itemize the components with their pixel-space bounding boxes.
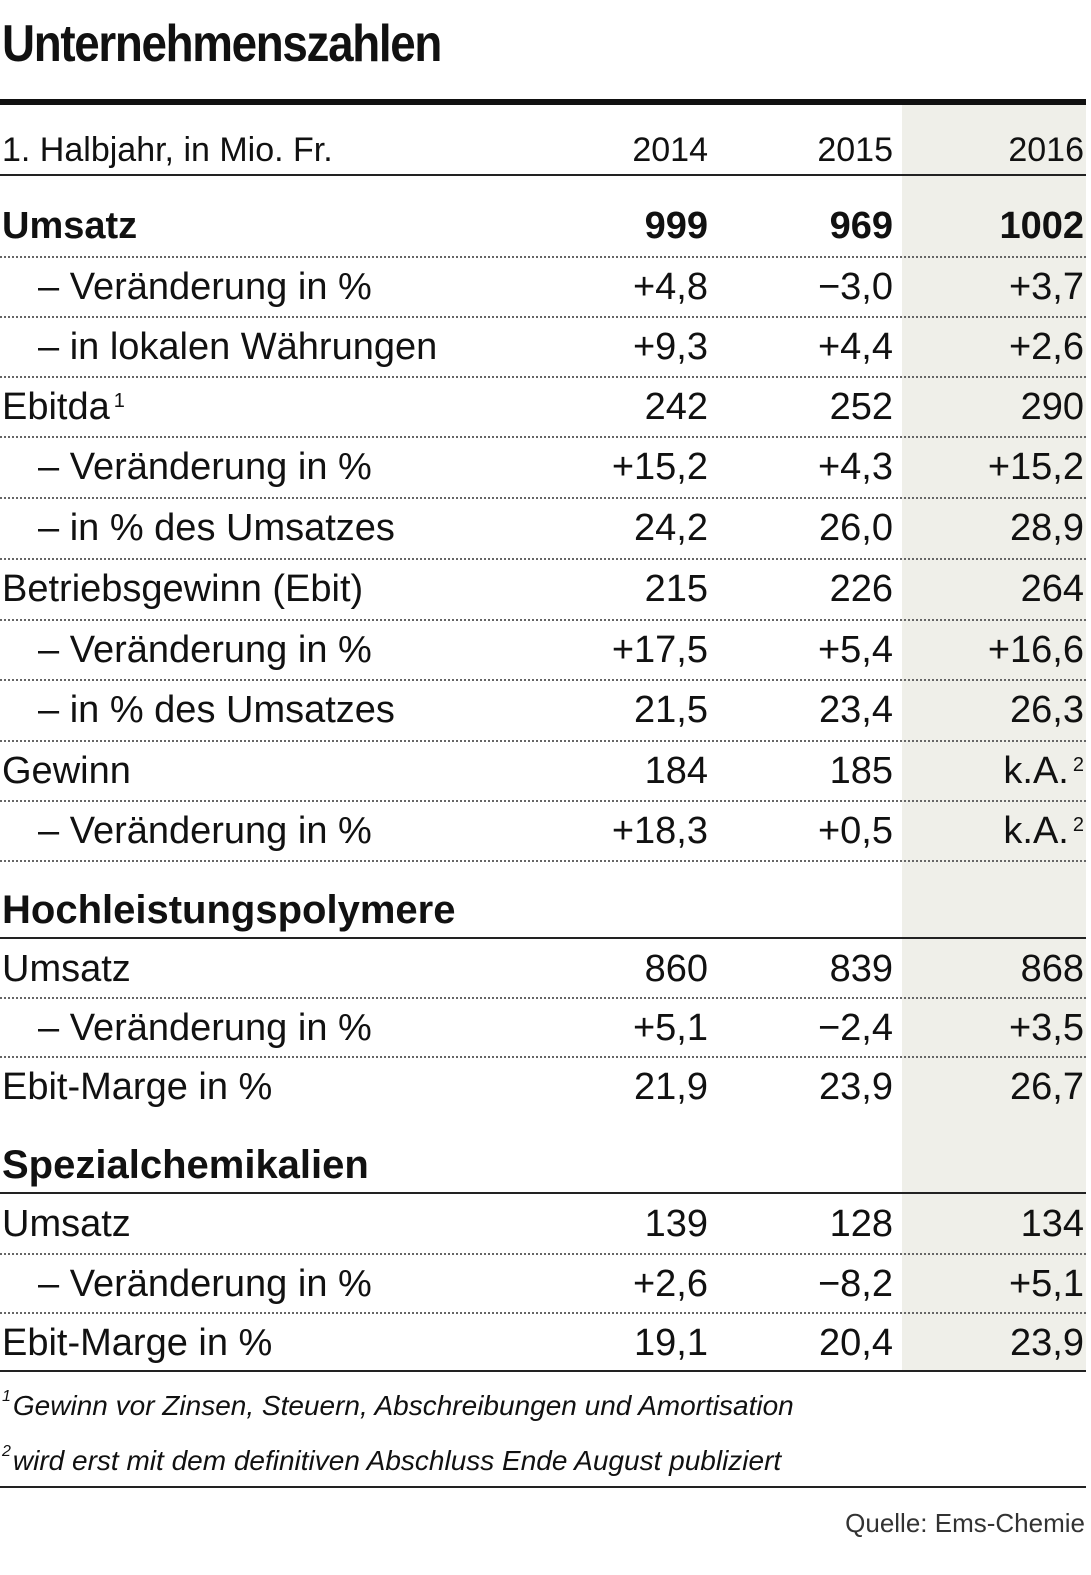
section-title-hochleistungspolymere: Hochleistungspolymere — [2, 888, 456, 932]
value-2015: 23,4 — [819, 689, 893, 731]
value-2016: 23,9 — [1010, 1322, 1084, 1364]
value-2014: 999 — [644, 205, 708, 247]
value-2014: +17,5 — [611, 629, 708, 671]
table-row — [0, 1313, 1086, 1373]
value-2016: +16,6 — [987, 629, 1084, 671]
table-row — [0, 257, 1086, 317]
unit-label: 1. Halbjahr, in Mio. Fr. — [2, 131, 333, 169]
footnote-text: wird erst mit dem definitiven Abschluss Ende August publiziert — [12, 1445, 782, 1476]
value-2014: 242 — [644, 386, 708, 428]
value-2016: 134 — [1020, 1203, 1084, 1245]
table-row — [0, 437, 1086, 497]
row-label: Gewinn — [2, 750, 131, 792]
value-2016: 26,7 — [1010, 1066, 1084, 1108]
value-2015: +0,5 — [817, 810, 893, 852]
value-2016: 26,3 — [1010, 689, 1084, 731]
table-row — [0, 998, 1086, 1058]
table-bottom-rule — [0, 1370, 1086, 1372]
value-2015: 26,0 — [819, 507, 893, 549]
footnote-marker: 2 — [1072, 814, 1084, 836]
year-2015: 2015 — [817, 131, 893, 169]
table-row — [0, 1254, 1086, 1314]
row-label: Umsatz — [2, 948, 131, 990]
value-text: k.A. — [1003, 750, 1069, 792]
table-row — [0, 317, 1086, 377]
value-2014: 24,2 — [634, 507, 708, 549]
year-2014: 2014 — [632, 131, 708, 169]
value-2015: 185 — [829, 750, 893, 792]
value-2015: 839 — [829, 948, 893, 990]
value-2014: 19,1 — [634, 1322, 708, 1364]
table-row — [0, 620, 1086, 680]
value-2015: +4,3 — [817, 446, 893, 488]
row-label-text: Ebitda — [2, 386, 110, 428]
value-2016: +3,7 — [1008, 266, 1084, 308]
value-2015: 20,4 — [819, 1322, 893, 1364]
value-2016: 1002 — [999, 205, 1084, 247]
value-2016: +3,5 — [1008, 1007, 1084, 1049]
value-2015: 128 — [829, 1203, 893, 1245]
footer-rule — [0, 1486, 1086, 1488]
value-2016: 290 — [1020, 386, 1084, 428]
row-label: Umsatz — [2, 205, 138, 247]
value-2015: 23,9 — [819, 1066, 893, 1108]
footnote-1 — [2, 1390, 794, 1422]
header-row — [0, 120, 1086, 180]
section-title-spezialchemikalien: Spezialchemikalien — [2, 1143, 369, 1187]
source-credit: Quelle: Ems-Chemie — [845, 1508, 1085, 1538]
header-rule — [0, 174, 1086, 176]
value-2015: −3,0 — [817, 266, 893, 308]
row-label: – Veränderung in % — [38, 629, 372, 671]
table-row — [0, 377, 1086, 437]
value-2015: +5,4 — [817, 629, 893, 671]
value-2015: −8,2 — [817, 1263, 893, 1305]
value-2014: 21,5 — [634, 689, 708, 731]
year-2016: 2016 — [1008, 131, 1084, 169]
row-label: – in % des Umsatzes — [38, 689, 395, 731]
table-row — [0, 939, 1086, 999]
footnote-marker: 2 — [2, 1443, 11, 1460]
value-2016: +15,2 — [987, 446, 1084, 488]
table-row — [0, 1057, 1086, 1117]
row-label: – in % des Umsatzes — [38, 507, 395, 549]
value-2015: 969 — [829, 205, 893, 247]
value-2014: 139 — [644, 1203, 708, 1245]
table-row — [0, 680, 1086, 740]
row-label: Ebit-Marge in % — [2, 1066, 273, 1108]
value-2016: 264 — [1020, 568, 1084, 610]
value-2014: +2,6 — [632, 1263, 708, 1305]
value-2014: +15,2 — [611, 446, 708, 488]
value-2014: +5,1 — [632, 1007, 708, 1049]
value-2015: 226 — [829, 568, 893, 610]
table-row — [0, 801, 1086, 861]
value-2014: 184 — [644, 750, 708, 792]
row-label: – in lokalen Währungen — [38, 326, 438, 368]
value-2016 — [884, 801, 1084, 861]
value-2014: 215 — [644, 568, 708, 610]
footnote-marker: 1 — [2, 1388, 11, 1405]
table-row — [0, 559, 1086, 619]
row-label — [2, 377, 125, 437]
table-row — [0, 1194, 1086, 1254]
row-label: Betriebsgewinn (Ebit) — [2, 568, 364, 610]
value-2014: 860 — [644, 948, 708, 990]
table-row — [0, 741, 1086, 801]
value-text: k.A. — [1003, 810, 1069, 852]
footnote-text: Gewinn vor Zinsen, Steuern, Abschreibungen und Amortisation — [12, 1390, 794, 1421]
row-label: – Veränderung in % — [38, 266, 372, 308]
page-title: Unternehmenszahlen — [2, 15, 442, 73]
footnote-marker: 2 — [1072, 754, 1084, 776]
value-2016: 868 — [1020, 948, 1084, 990]
value-2014: +9,3 — [632, 326, 708, 368]
value-2015: 252 — [829, 386, 893, 428]
row-label: Ebit-Marge in % — [2, 1322, 273, 1364]
table-row — [0, 196, 1086, 256]
footnote-marker: 1 — [113, 390, 125, 412]
value-2016 — [884, 741, 1084, 801]
value-2014: +18,3 — [611, 810, 708, 852]
table-row — [0, 498, 1086, 558]
row-divider — [0, 860, 1086, 862]
row-label: – Veränderung in % — [38, 1263, 372, 1305]
row-label: – Veränderung in % — [38, 446, 372, 488]
row-label: Umsatz — [2, 1203, 131, 1245]
value-2014: 21,9 — [634, 1066, 708, 1108]
value-2015: +4,4 — [817, 326, 893, 368]
value-2014: +4,8 — [632, 266, 708, 308]
row-label: – Veränderung in % — [38, 810, 372, 852]
value-2016: +2,6 — [1008, 326, 1084, 368]
footnote-2 — [2, 1445, 781, 1477]
value-2016: 28,9 — [1010, 507, 1084, 549]
value-2016: +5,1 — [1008, 1263, 1084, 1305]
value-2015: −2,4 — [817, 1007, 893, 1049]
row-label: – Veränderung in % — [38, 1007, 372, 1049]
